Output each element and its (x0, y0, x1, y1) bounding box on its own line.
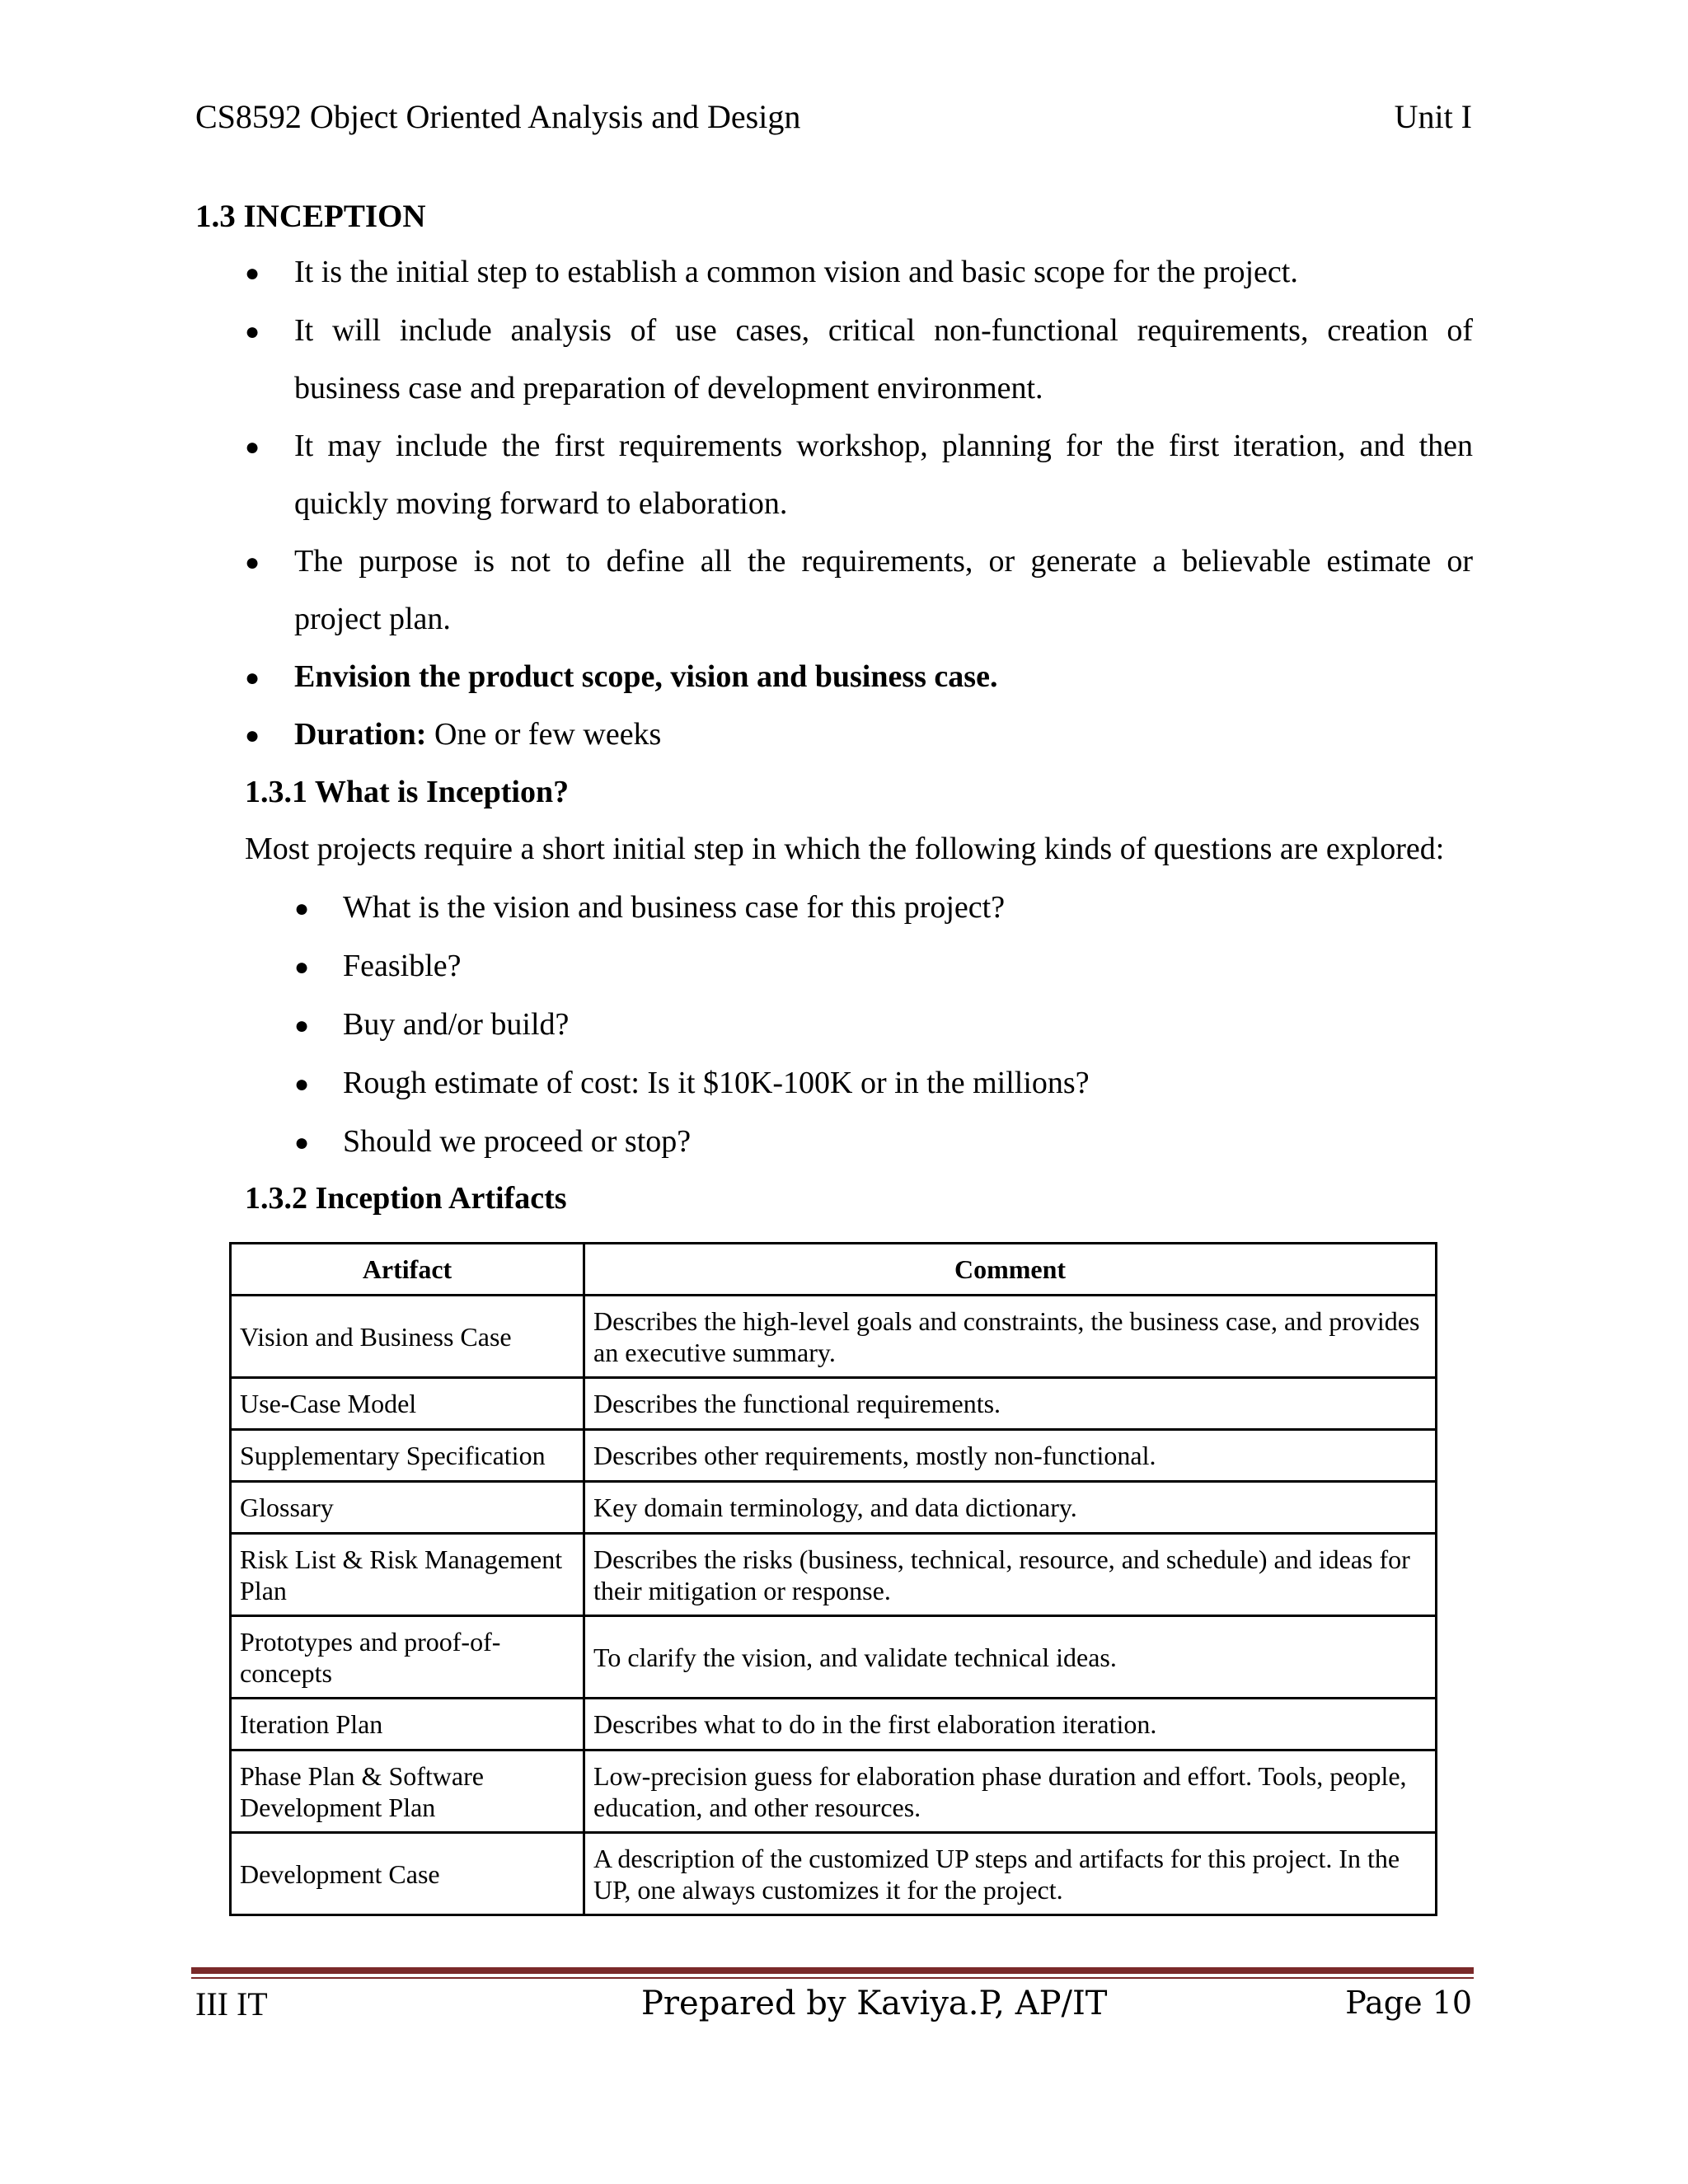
comment-cell: Key domain terminology, and data dictionary. (584, 1482, 1437, 1534)
subsection-title-1: 1.3.1 What is Inception? (245, 775, 570, 809)
artifact-cell: Phase Plan & Software Development Plan (231, 1750, 584, 1833)
subsection-title-2: 1.3.2 Inception Artifacts (245, 1181, 567, 1216)
duration-label: Duration: (294, 717, 427, 752)
bullet-marker: ● (294, 1129, 310, 1156)
footer-rule (191, 1967, 1474, 1974)
bullet-4-line-1: The purpose is not to define all the requirements, or generate a believable estimate or (294, 544, 1473, 579)
artifact-cell: Risk List & Risk Management Plan (231, 1534, 584, 1616)
question-item: Buy and/or build? (343, 1007, 570, 1042)
bullet-2-line-2: business case and preparation of development environment. (294, 371, 1043, 405)
table-row (231, 1534, 1437, 1616)
artifact-cell: Glossary (231, 1482, 584, 1534)
table-row (231, 1378, 1437, 1430)
footer-page-number: Page 10 (1345, 1985, 1472, 2021)
bullet-marker: ● (245, 664, 260, 691)
section-title: 1.3 INCEPTION (195, 199, 426, 234)
question-item: What is the vision and business case for this project? (343, 890, 1006, 925)
bullet-marker: ● (245, 434, 260, 461)
subsection-intro: Most projects require a short initial step in which the following kinds of questions are explored: (245, 832, 1445, 866)
table-row (231, 1616, 1437, 1699)
footer-author: Prepared by Kaviya.P, AP/IT (641, 1985, 1108, 2022)
table-header-artifact: Artifact (231, 1244, 584, 1296)
bullet-marker: ● (245, 549, 260, 576)
bullet-marker: ● (294, 954, 310, 981)
comment-cell: Describes other requirements, mostly non-functional. (584, 1430, 1437, 1482)
artifact-cell: Prototypes and proof-of-concepts (231, 1616, 584, 1699)
bullet-marker: ● (294, 1012, 310, 1039)
table-row (231, 1482, 1437, 1534)
artifact-cell: Iteration Plan (231, 1699, 584, 1750)
artifact-cell: Vision and Business Case (231, 1296, 584, 1378)
table-row (231, 1833, 1437, 1915)
question-item: Feasible? (343, 949, 462, 983)
artifact-cell: Supplementary Specification (231, 1430, 584, 1482)
table-header-row (231, 1244, 1437, 1296)
bullet-3-line-2: quickly moving forward to elaboration. (294, 486, 788, 521)
bullet-3-line-1: It may include the first requirements workshop, planning for the first iteration, and then (294, 429, 1473, 463)
bullet-marker: ● (294, 895, 310, 922)
bullet-marker: ● (245, 722, 260, 749)
header-course: CS8592 Object Oriented Analysis and Design (195, 98, 801, 135)
comment-cell: To clarify the vision, and validate technical ideas. (584, 1616, 1437, 1699)
artifact-cell: Development Case (231, 1833, 584, 1915)
bullet-4-line-2: project plan. (294, 602, 451, 636)
duration-value: One or few weeks (426, 717, 662, 752)
comment-cell: Describes the risks (business, technical, resource, and schedule) and ideas for their mitigation or response. (584, 1534, 1437, 1616)
footer-rule-thin (191, 1977, 1474, 1979)
bold-bullet: Envision the product scope, vision and business case. (294, 659, 998, 694)
table-row (231, 1430, 1437, 1482)
artifacts-table (229, 1242, 1437, 1916)
table-header-comment: Comment (584, 1244, 1437, 1296)
duration-line (294, 716, 661, 752)
bullet-marker: ● (245, 260, 260, 287)
bullet-marker: ● (245, 318, 260, 345)
artifact-cell: Use-Case Model (231, 1378, 584, 1430)
table-row (231, 1750, 1437, 1833)
comment-cell: Describes what to do in the first elaboration iteration. (584, 1699, 1437, 1750)
bullet-2-line-1: It will include analysis of use cases, critical non-functional requirements, creation of (294, 313, 1473, 348)
comment-cell: Describes the functional requirements. (584, 1378, 1437, 1430)
header-unit: Unit I (1394, 98, 1472, 135)
table-row (231, 1296, 1437, 1378)
bullet-1-line-1: It is the initial step to establish a common vision and basic scope for the project. (294, 255, 1298, 289)
question-item: Rough estimate of cost: Is it $10K-100K or in the millions? (343, 1066, 1090, 1100)
comment-cell: A description of the customized UP steps and artifacts for this project. In the UP, one always customizes it for the project. (584, 1833, 1437, 1915)
comment-cell: Low-precision guess for elaboration phase duration and effort. Tools, people, education, and other resources. (584, 1750, 1437, 1833)
question-item: Should we proceed or stop? (343, 1124, 692, 1159)
comment-cell: Describes the high-level goals and constraints, the business case, and provides an executive summary. (584, 1296, 1437, 1378)
footer-class: III IT (195, 1985, 268, 2022)
table-row (231, 1699, 1437, 1750)
bullet-marker: ● (294, 1071, 310, 1098)
